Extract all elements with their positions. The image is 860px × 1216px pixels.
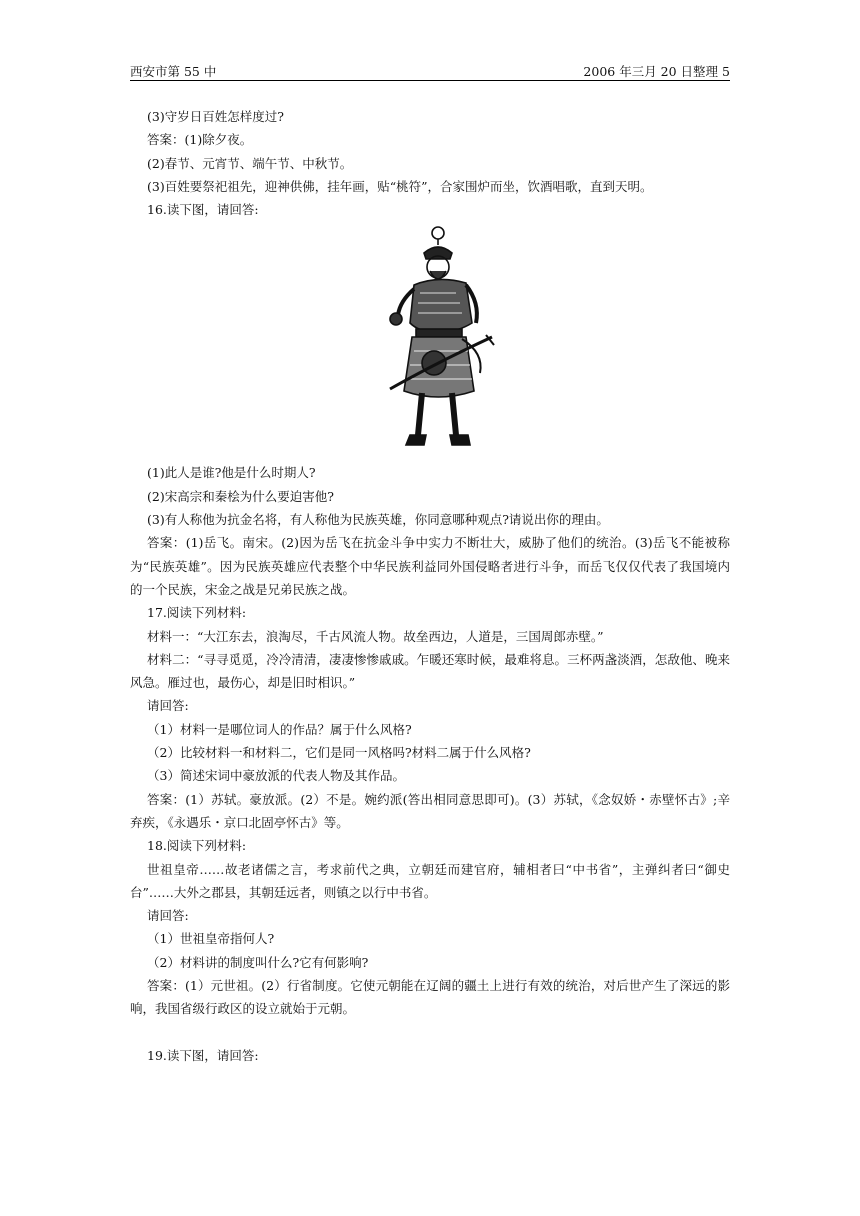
- q17-title: 17.阅读下列材料:: [147, 605, 247, 621]
- q16-sub2: (2)宋高宗和秦桧为什么要迫害他?: [147, 488, 334, 504]
- q18-title: 18.阅读下列材料:: [147, 838, 247, 854]
- q18-sub2: （2）材料讲的制度叫什么?它有何影响?: [147, 954, 369, 970]
- q18-sub1: （1）世祖皇帝指何人?: [147, 931, 275, 947]
- q16-answer: 答案：(1)岳飞。南宋。(2)因为岳飞在抗金斗争中实力不断壮大，威胁了他们的统治。(3)岳飞不能被称为“民族英雄”。因为民族英雄应代表整个中华民族利益同外国侵略者进行斗争，而岳飞仅仅代表了我国境内的一个民族，宋金之战是兄弟民族之战。: [130, 535, 730, 597]
- q15-sub3: (3)守岁日百姓怎样度过?: [147, 109, 284, 124]
- header-school: 西安市第 55 中: [130, 64, 217, 79]
- q17-sub1: （1）材料一是哪位词人的作品？属于什么风格?: [147, 721, 412, 737]
- q17-sub3: （3）简述宋词中豪放派的代表人物及其作品。: [147, 768, 405, 784]
- q18-prompt: 请回答:: [147, 908, 189, 924]
- q15-answer-2: (2)春节、元宵节、端午节、中秋节。: [147, 155, 353, 171]
- blank-line: [130, 1021, 730, 1044]
- q17-prompt: 请回答:: [147, 698, 189, 714]
- q18-material: 世祖皇帝……故老诸儒之言，考求前代之典，立朝廷而建官府，辅相者曰“中书省”，主弹纠者曰“御史台”……大外之郡县，其朝廷远者，则镇之以行中书省。: [130, 861, 730, 900]
- q16-title: 16.读下图，请回答:: [147, 202, 259, 218]
- yue-fei-warrior-icon: [376, 223, 496, 453]
- q19-title: 19.读下图，请回答:: [147, 1047, 259, 1063]
- q18-answer: 答案：(1）元世祖。(2）行省制度。它使元朝能在辽阔的疆土上进行有效的统治，对后世产生了深远的影响，我国省级行政区的设立就始于元朝。: [130, 978, 730, 1017]
- q16-sub3: (3)有人称他为抗金名将，有人称他为民族英雄，你同意哪种观点?请说出你的理由。: [147, 512, 609, 528]
- q15-answer-3: (3)百姓要祭祀祖先，迎神供佛，挂年画，贴“桃符”，合家围炉而坐，饮酒唱歌，直到天明。: [147, 178, 653, 194]
- q16-sub1: (1)此人是谁?他是什么时期人?: [147, 465, 316, 481]
- q17-sub2: （2）比较材料一和材料二，它们是同一风格吗?材料二属于什么风格?: [147, 745, 531, 761]
- header-date-page: 2006 年三月 20 日整理 5: [583, 64, 730, 79]
- q15-answer-1: 答案：(1)除夕夜。: [147, 132, 253, 148]
- q17-answer: 答案：(1）苏轼。豪放派。(2）不是。婉约派(答出相同意思即可)。(3）苏轼，《念奴娇・赤壁怀古》;辛弃疾，《永遇乐・京口北固亭怀古》等。: [130, 791, 730, 830]
- page-header: [130, 62, 730, 81]
- q17-material-2: 材料二：“寻寻觅觅，冷冷清清，凄凄惨惨戚戚。乍暖还寒时候，最难将息。三杯两盏淡酒，怎敌他、晚来风急。雁过也，最伤心，却是旧时相识。”: [130, 651, 730, 691]
- q17-material-1: 材料一：“大江东去，浪淘尽，千古风流人物。故垒西边，人道是，三国周郎赤壁。”: [147, 628, 604, 644]
- q16-figure: [130, 221, 730, 461]
- document-body: [130, 105, 730, 1067]
